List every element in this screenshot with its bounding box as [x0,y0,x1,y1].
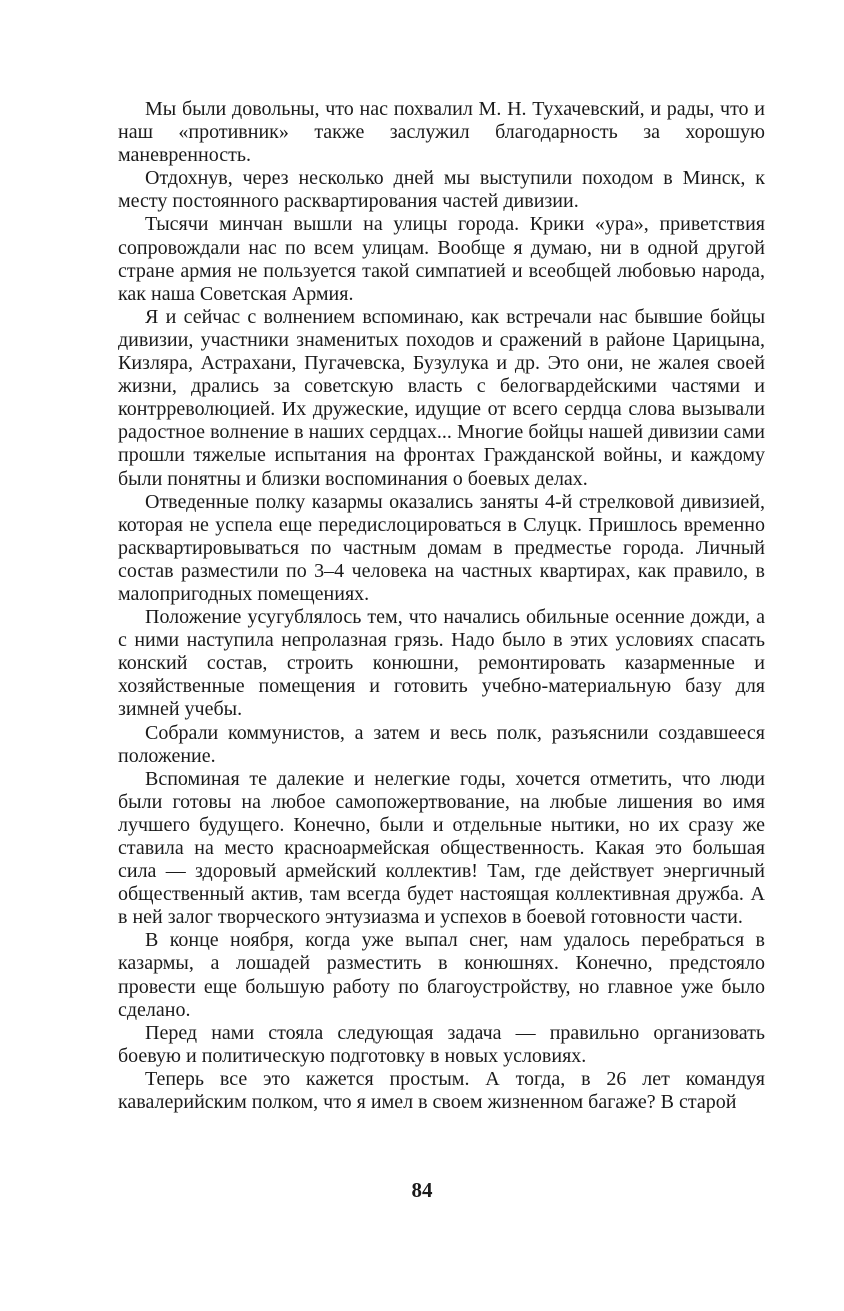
paragraph-10: Перед нами стояла следующая задача — правильно организовать боевую и политическую подготовку в новых условиях. [118,1021,765,1067]
paragraph-3: Тысячи минчан вышли на улицы города. Крики «ура», приветствия сопровождали нас по всем улицам. Вообще я думаю, ни в одной другой стране армия не пользуется такой симпатией и всеобщей любовью народа, как наша Советская Армия. [118,213,765,305]
paragraph-8: Вспоминая те далекие и нелегкие годы, хочется отметить, что люди были готовы на любое самопожертвование, на любые лишения во имя лучшего будущего. Конечно, были и отдельные нытики, но их сразу же ставила на место красноармейская общественность. Какая это большая сила — здоровый армейский коллектив! Там, где действует энергичный общественный актив, там всегда будет настоящая коллективная дружба. А в ней залог творческого энтузиазма и успехов в боевой готовности части. [118,767,765,929]
page-body [118,98,765,1114]
page-number: 84 [411,1178,433,1202]
paragraph-1: Мы были довольны, что нас похвалил М. Н. Тухачевский, и рады, что и наш «противник» также заслужил благодарность за хорошую маневренность. [118,98,765,167]
paragraph-5: Отведенные полку казармы оказались заняты 4-й стрелковой дивизией, которая не успела еще передислоцироваться в Слуцк. Пришлось временно расквартировываться по частным домам в предместье города. Личный состав разместили по 3–4 человека на частных квартирах, как правило, в малопригодных помещениях. [118,490,765,605]
paragraph-11: Теперь все это кажется простым. А тогда, в 26 лет командуя кавалерийским полком, что я имел в своем жизненном багаже? В старой [118,1067,765,1114]
paragraph-4: Я и сейчас с волнением вспоминаю, как встречали нас бывшие бойцы дивизии, участники знаменитых походов и сражений в районе Царицына, Кизляра, Астрахани, Пугачевска, Бузулука и др. Это они, не жалея своей жизни, дрались за советскую власть с белогвардейскими частями и контрреволюцией. Их дружеские, идущие от всего сердца слова вызывали радостное волнение в наших сердцах... Многие бойцы нашей дивизии сами прошли тяжелые испытания на фронтах Гражданской войны, и каждому были понятны и близки воспоминания о боевых делах. [118,305,765,490]
paragraph-2: Отдохнув, через несколько дней мы выступили походом в Минск, к месту постоянного расквартирования частей дивизии. [118,167,765,213]
paragraph-9: В конце ноября, когда уже выпал снег, нам удалось перебраться в казармы, а лошадей разместить в конюшнях. Конечно, предстояло провести еще большую работу по благоустройству, но главное уже было сделано. [118,929,765,1021]
paragraph-6: Положение усугублялось тем, что начались обильные осенние дожди, а с ними наступила непролазная грязь. Надо было в этих условиях спасать конский состав, строить конюшни, ремонтировать казарменные и хозяйственные помещения и готовить учебно-материальную базу для зимней учебы. [118,606,765,721]
paragraph-7: Собрали коммунистов, а затем и весь полк, разъяснили создавшееся положение. [118,721,765,767]
